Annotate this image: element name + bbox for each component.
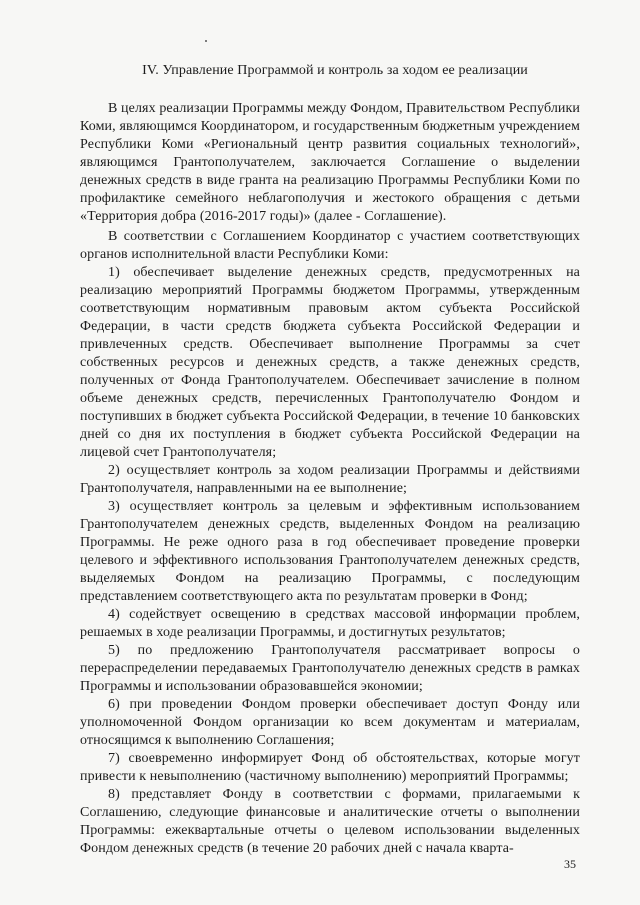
list-item-6: 6) при проведении Фондом проверки обеспечивает доступ Фонду или уполномоченной Фондом организации ко всем документам и материалам, относящимся к выполнению Соглашения; <box>80 697 580 748</box>
list-item-3: 3) осуществляет контроль за целевым и эффективным использованием Грантополучателем денежных средств, выделенных Фондом на реализацию Программы. Не реже одного раза в год обеспечивает проведение проверки целевого и эффективного использования Грантополучателем денежных средств, выделяемых Фондом на реализацию Программы, с последующим представлением соответствующего акта по результатам проверки в Фонд; <box>80 499 580 604</box>
list-item-8: 8) представляет Фонду в соответствии с формами, прилагаемыми к Соглашению, следующие финансовые и аналитические отчеты о выполнении Программы: ежеквартальные отчеты о целевом использовании выделенных Фондом денежных средств (в течение 20 рабочих дней с начала кварта- <box>80 787 580 856</box>
list-item-4: 4) содействует освещению в средствах массовой информации проблем, решаемых в ходе реализации Программы, и достигнутых результатов; <box>80 607 580 640</box>
scan-speck <box>205 40 207 42</box>
section-heading: IV. Управление Программой и контроль за ходом ее реализации <box>142 63 528 78</box>
paragraph-intro: В целях реализации Программы между Фондом, Правительством Республики Коми, являющимся Координатором, и государственным бюджетным учреждением Республики Коми «Региональный центр развития социальных технологий», являющимся Грантополучателем, заключается Соглашение о выделении денежных средств в виде гранта на реализацию Программы Республики Коми по профилактике семейного неблагополучия и жестокого обращения с детьми «Территория добра (2016-2017 годы)» (далее - Соглашение). <box>80 101 580 224</box>
list-item-5: 5) по предложению Грантополучателя рассматривает вопросы о перераспределении передаваемых Грантополучателю денежных средств в рамках Программы и использовании образовавшейся экономии; <box>80 643 580 694</box>
list-item-1: 1) обеспечивает выделение денежных средств, предусмотренных на реализацию мероприятий Программы бюджетом Программы, утвержденным соответствующим нормативным правовым актом субъекта Российской Федерации, в части средств бюджета субъекта Российской Федерации и привлеченных средств. Обеспечивает выполнение Программы за счет собственных ресурсов и денежных средств, а также денежных средств, полученных от Фонда Грантополучателем. Обеспечивает зачисление в полном объеме денежных средств, перечисленных Грантополучателю Фондом и поступивших в бюджет субъекта Российской Федерации, в течение 10 банковских дней со дня их поступления в бюджет субъекта Российской Федерации на лицевой счет Грантополучателя; <box>80 265 580 460</box>
paragraph-coordinator: В соответствии с Соглашением Координатор с участием соответствующих органов исполнительной власти Республики Коми: <box>80 229 580 262</box>
page-number: 35 <box>564 857 576 871</box>
list-item-7: 7) своевременно информирует Фонд об обстоятельствах, которые могут привести к невыполнению (частичному выполнению) мероприятий Программы; <box>80 751 580 784</box>
list-item-2: 2) осуществляет контроль за ходом реализации Программы и действиями Грантополучателя, направленными на ее выполнение; <box>80 463 580 496</box>
